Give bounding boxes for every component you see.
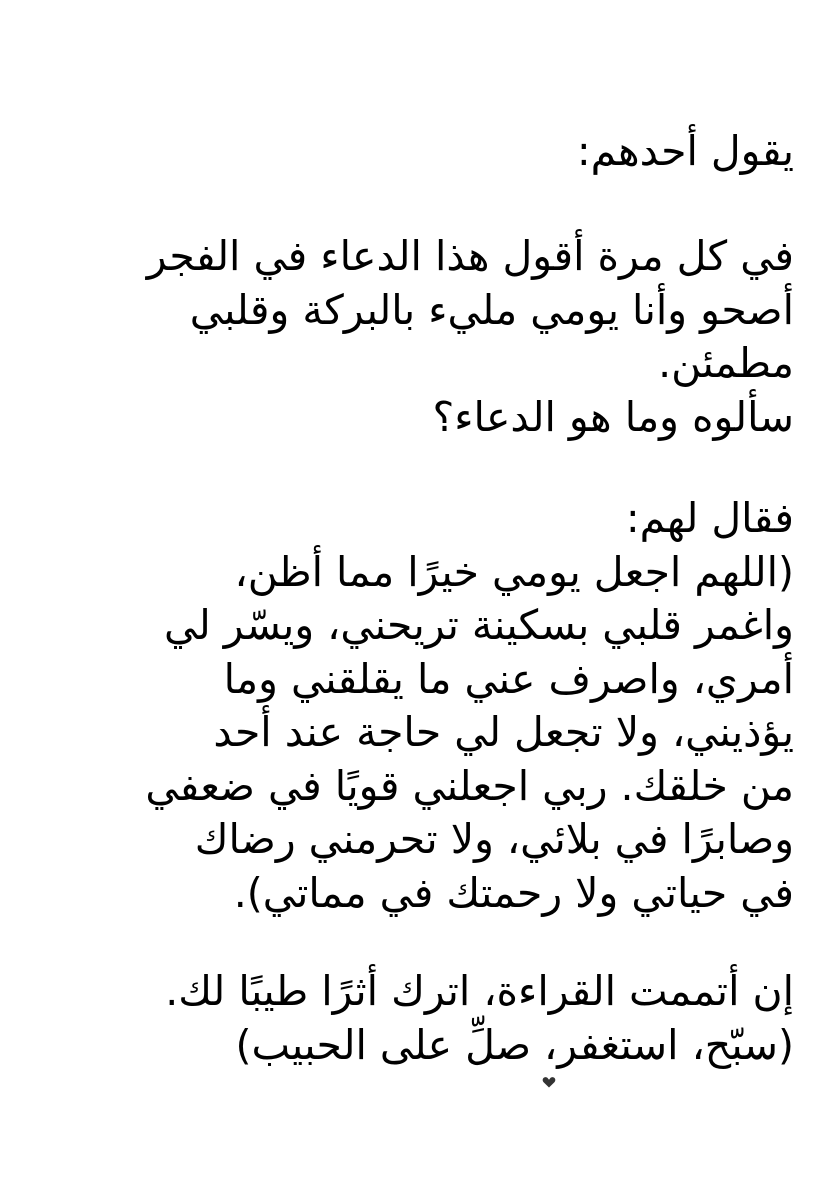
heart-icon (542, 1075, 556, 1089)
story-paragraph (14, 230, 794, 444)
prayer-line: أمري، واصرف عني ما يقلقني وما (223, 654, 794, 703)
prayer-line: واغمر قلبي بسكينة تريحني، ويسّر لي (164, 601, 794, 649)
story-line: في كل مرة أقول هذا الدعاء في الفجر (146, 232, 794, 280)
closing-line: إن أتممت القراءة، اترك أثرًا طيبًا لك. (165, 967, 794, 1015)
intro-line: يقول أحدهم: (576, 127, 794, 175)
intro-paragraph (14, 125, 794, 179)
prayer-line: وصابرًا في بلائي، ولا تحرمني رضاك (194, 815, 794, 863)
story-line: أصحو وأنا يومي مليء بالبركة وقلبي (189, 285, 794, 334)
prayer-line: من خلقك. ربي اجعلني قويًا في ضعفي (145, 761, 794, 810)
prayer-line: في حياتي ولا رحمتك في مماتي). (233, 868, 794, 917)
story-line: سألوه وما هو الدعاء؟ (432, 392, 794, 441)
prayer-line: (اللهم اجعل يومي خيرًا مما أظن، (234, 547, 794, 596)
story-line: مطمئن. (658, 339, 794, 387)
closing-line: (سبّح، استغفر، صلِّ على الحبيب) (235, 1020, 794, 1069)
heart-shape (543, 1077, 556, 1087)
closing-paragraph (14, 965, 794, 1072)
prayer-line: فقال لهم: (625, 494, 794, 542)
prayer-line: يؤذيني، ولا تجعل لي حاجة عند أحد (213, 708, 794, 756)
prayer-paragraph (14, 492, 794, 920)
